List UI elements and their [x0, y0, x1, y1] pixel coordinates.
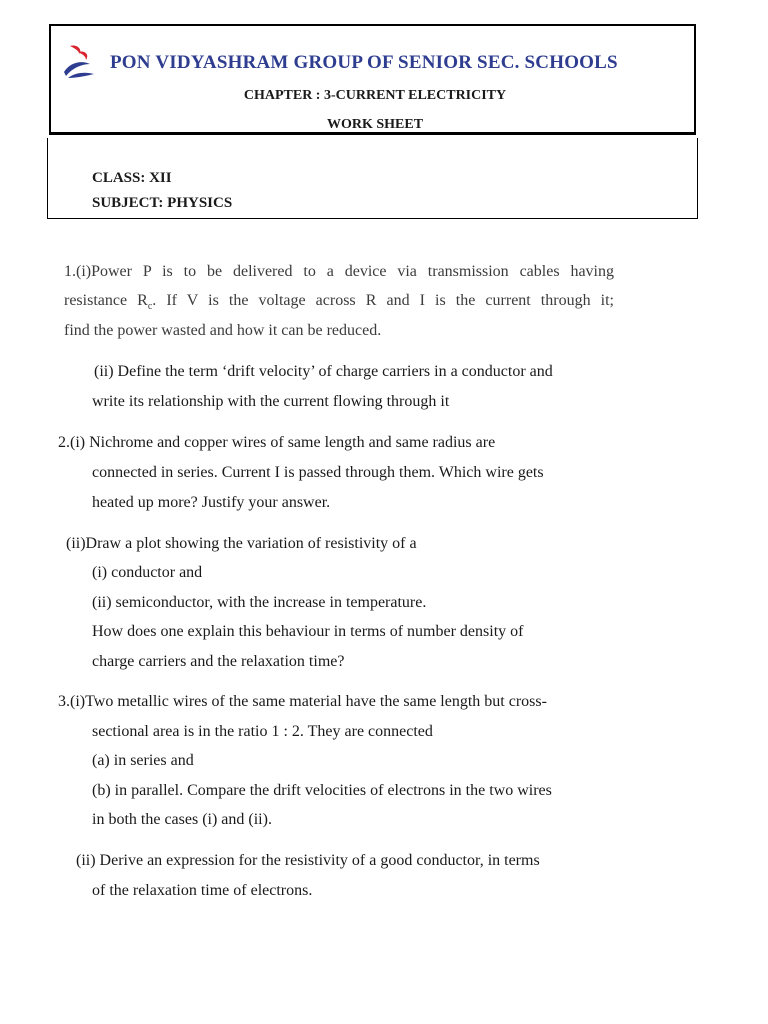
- q2-ii-line-3: (ii) semiconductor, with the increase in temperature.: [92, 594, 427, 611]
- q1-i-line-2: resistance $R_c$. If V is the voltage across R and I is the current through it;: [64, 292, 614, 313]
- q1-i-line-1: 1.(i)Power P is to be delivered to a device via transmission cables having: [64, 263, 614, 280]
- q3-i-line-1: 3.(i)Two metallic wires of the same material have the same length but cross-: [58, 693, 547, 710]
- q3-i-line-2: sectional area is in the ratio 1 : 2. They are connected: [92, 723, 433, 740]
- q2-ii-line-2: (i) conductor and: [92, 564, 203, 581]
- q3-ii-line-2: of the relaxation time of electrons.: [92, 882, 313, 899]
- q2-ii-line-5: charge carriers and the relaxation time?: [92, 653, 345, 670]
- worksheet-title: WORK SHEET: [326, 117, 424, 132]
- q2-ii-line-1: (ii)Draw a plot showing the variation of resistivity of a: [66, 535, 417, 552]
- q1-i-line-3: find the power wasted and how it can be reduced.: [64, 322, 382, 339]
- subject-label: SUBJECT: PHYSICS: [92, 195, 233, 211]
- chapter-title: CHAPTER : 3-CURRENT ELECTRICITY: [243, 88, 507, 103]
- q2-ii-line-4: How does one explain this behaviour in terms of number density of: [92, 623, 524, 640]
- q2-i-line-3: heated up more? Justify your answer.: [92, 494, 331, 511]
- q2-i-line-2: connected in series. Current I is passed through them. Which wire gets: [92, 464, 544, 481]
- q3-ii-line-1: (ii) Derive an expression for the resistivity of a good conductor, in terms: [76, 852, 540, 869]
- q3-i-line-5: in both the cases (i) and (ii).: [92, 811, 272, 828]
- q3-i-line-4: (b) in parallel. Compare the drift velocities of electrons in the two wires: [92, 782, 552, 799]
- school-logo-icon: [60, 42, 100, 80]
- q1-ii-line-2: write its relationship with the current flowing through it: [92, 393, 450, 410]
- q3-i-line-3: (a) in series and: [92, 752, 194, 769]
- school-name: PON VIDYASHRAM GROUP OF SENIOR SEC. SCHOOLS: [110, 52, 618, 73]
- q2-i-line-1: 2.(i) Nichrome and copper wires of same length and same radius are: [58, 434, 496, 451]
- class-label: CLASS: XII: [92, 170, 172, 186]
- q1-ii-line-1: (ii) Define the term ‘drift velocity’ of charge carriers in a conductor and: [94, 363, 553, 380]
